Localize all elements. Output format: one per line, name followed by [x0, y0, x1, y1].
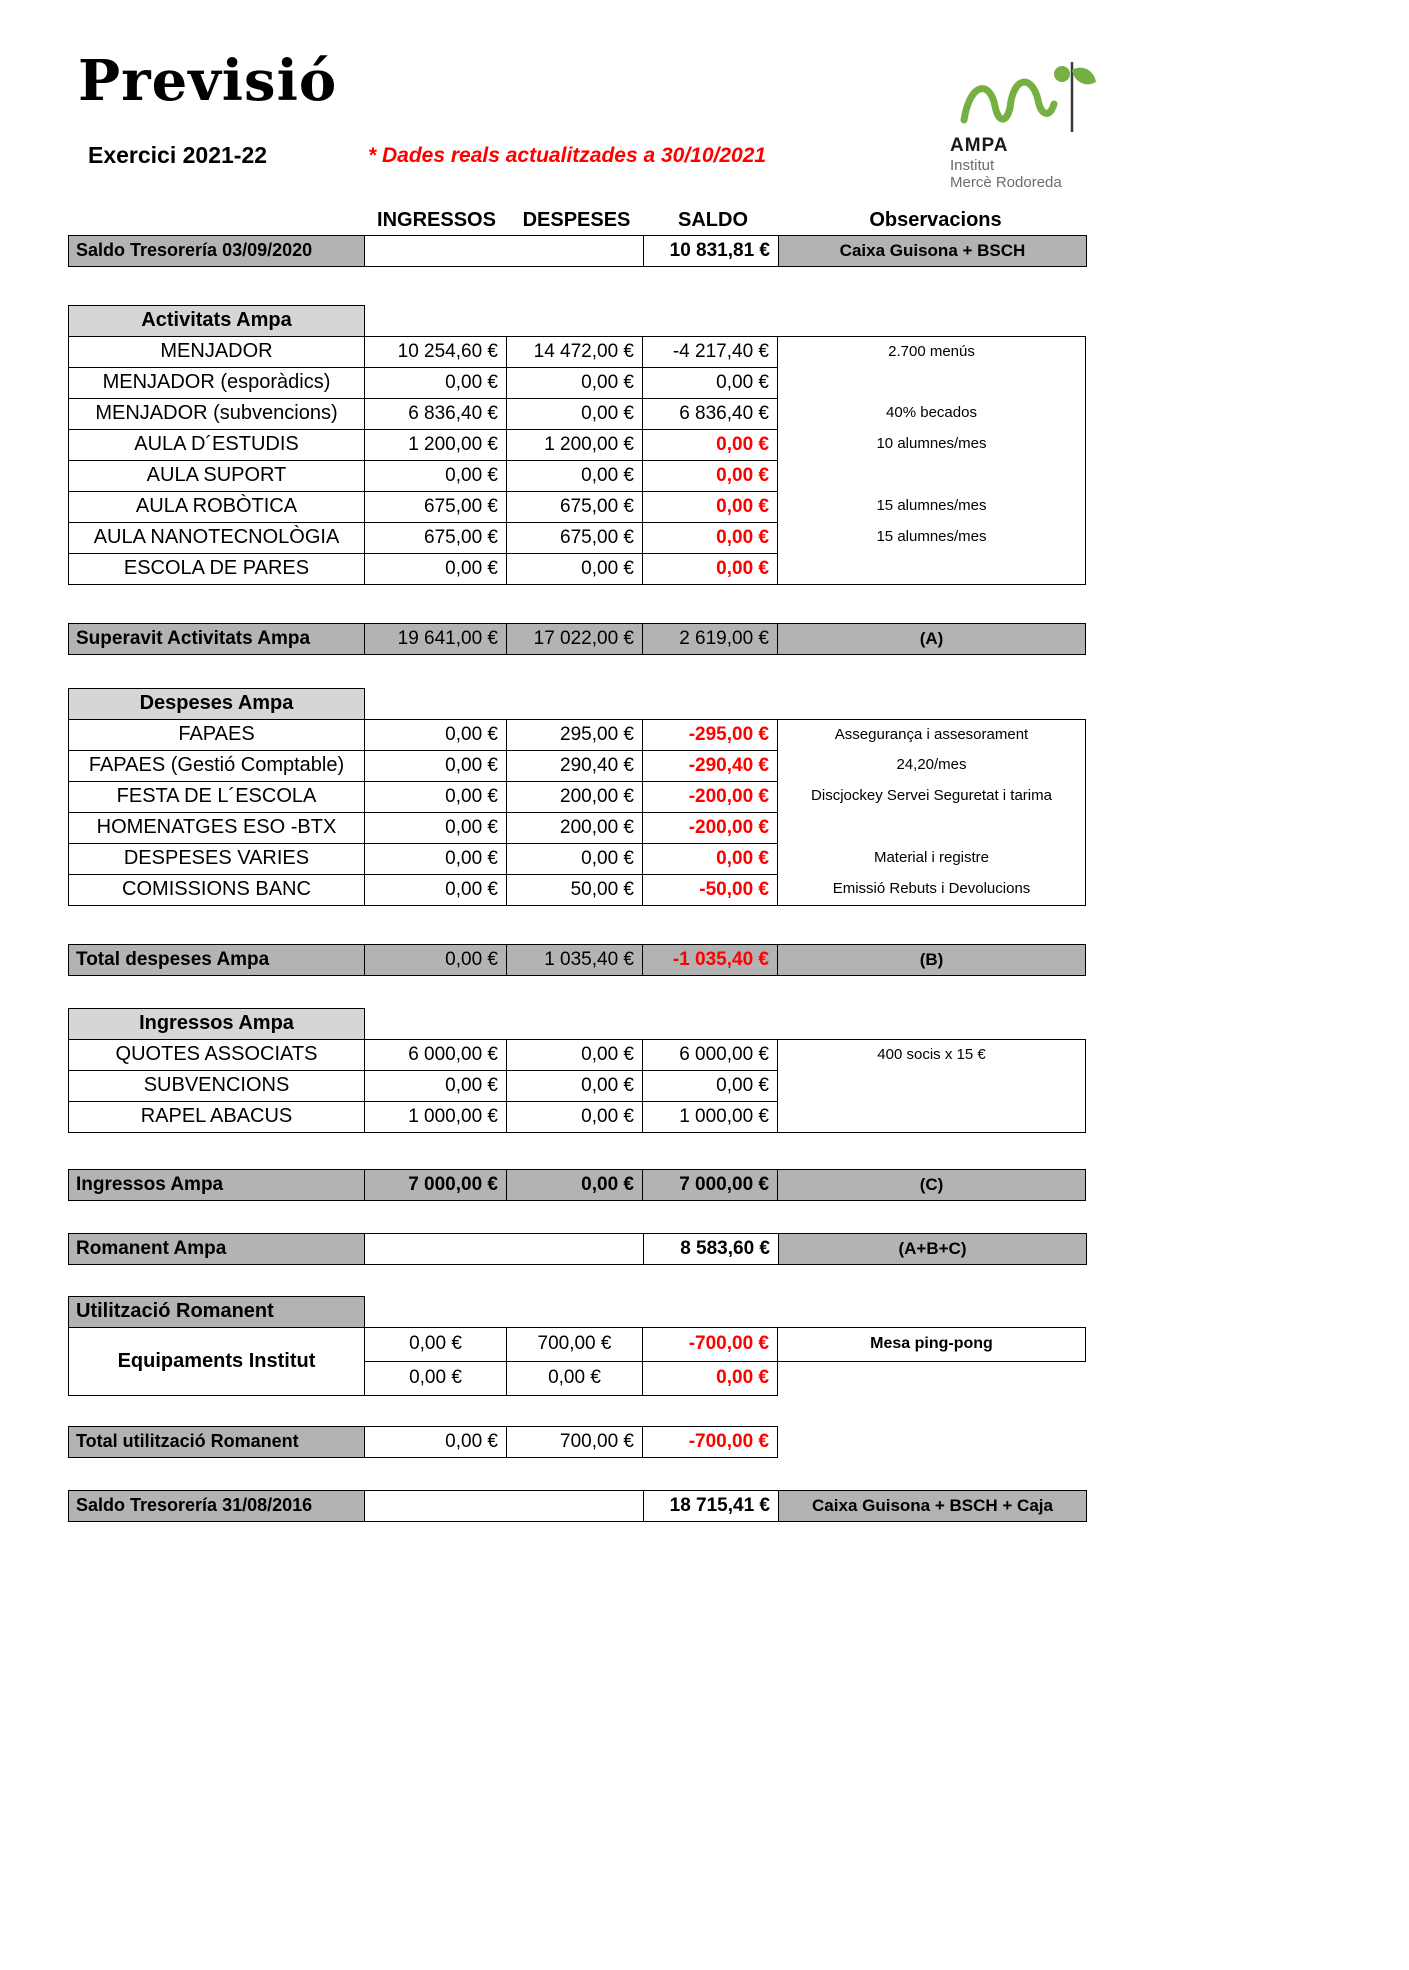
obs-cell — [777, 553, 1086, 585]
section-title: Activitats Ampa — [68, 305, 365, 337]
obs-cell — [777, 460, 1086, 492]
saldo-cell: 0,00 € — [642, 843, 778, 875]
obs-cell: 10 alumnes/mes — [777, 429, 1086, 461]
ingressos-cell: 675,00 € — [364, 491, 507, 523]
obs-cell: 400 socis x 15 € — [777, 1039, 1086, 1071]
saldo-cell: 0,00 € — [642, 1361, 778, 1396]
row-label: FAPAES — [68, 719, 365, 751]
spacer — [68, 585, 1094, 623]
saldo-cell: 0,00 € — [642, 491, 778, 523]
col-header-spacer — [68, 205, 365, 235]
obs-cell: Discjockey Servei Seguretat i tarima — [777, 781, 1086, 813]
obs-cell: Caixa Guisona + BSCH + Caja — [778, 1490, 1087, 1522]
closing-balance-row — [68, 1490, 1094, 1522]
exercise-label: Exercici 2021-22 — [88, 142, 268, 168]
update-note: * Dades reals actualitzades a 30/10/2021 — [368, 144, 767, 167]
obs-cell — [777, 1070, 1086, 1102]
ingressos-cell: 1 200,00 € — [364, 429, 507, 461]
despeses-cell: 700,00 € — [506, 1327, 643, 1362]
table-row — [68, 1101, 1094, 1133]
group-label: Equipaments Institut — [68, 1327, 365, 1396]
spacer — [68, 1201, 1094, 1233]
despeses-cell: 0,00 € — [506, 1169, 643, 1201]
obs-cell: Mesa ping-pong — [777, 1327, 1086, 1362]
spacer — [68, 1133, 1094, 1169]
saldo-cell: 0,00 € — [642, 429, 778, 461]
despeses-cell: 17 022,00 € — [506, 623, 643, 655]
ingressos-cell: 6 000,00 € — [364, 1039, 507, 1071]
col-header-observacions: Observacions — [869, 209, 1002, 231]
obs-empty — [778, 1361, 1087, 1396]
ingressos-cell: 0,00 € — [364, 1361, 507, 1396]
ingressos-cell: 675,00 € — [364, 522, 507, 554]
ingressos-cell: 0,00 € — [364, 719, 507, 751]
page-title: Previsió — [78, 48, 338, 114]
col-header-saldo: SALDO — [678, 209, 748, 231]
table-row — [68, 429, 1094, 461]
despeses-cell: 0,00 € — [506, 1361, 643, 1396]
row-label: ESCOLA DE PARES — [68, 553, 365, 585]
saldo-cell: 0,00 € — [642, 367, 778, 399]
table-row — [68, 719, 1094, 751]
section-header-row — [68, 688, 1094, 720]
table-row — [364, 1361, 1087, 1396]
logo-org-text: AMPA — [950, 135, 1009, 156]
despeses-cell: 200,00 € — [506, 812, 643, 844]
utilitzacio-group — [68, 1327, 1094, 1396]
spacer — [68, 906, 1094, 944]
ampa-logo — [950, 58, 1110, 191]
superavit-total-row — [68, 623, 1094, 655]
column-headers — [68, 205, 1094, 235]
table-row — [364, 1327, 1087, 1362]
saldo-cell: -1 035,40 € — [642, 944, 778, 976]
spacer — [68, 1458, 1094, 1490]
obs-cell: 15 alumnes/mes — [777, 522, 1086, 554]
ingressos-cell: 0,00 € — [364, 944, 507, 976]
table-row — [68, 367, 1094, 399]
ingressos-cell: 0,00 € — [364, 367, 507, 399]
section-title: Despeses Ampa — [68, 688, 365, 720]
saldo-cell: 7 000,00 € — [642, 1169, 778, 1201]
ingressos-section — [68, 1008, 1094, 1133]
despeses-cell: 700,00 € — [506, 1426, 643, 1458]
row-label: Superavit Activitats Ampa — [68, 623, 365, 655]
row-label: MENJADOR — [68, 336, 365, 368]
total-despeses-row — [68, 944, 1094, 976]
obs-cell: 15 alumnes/mes — [777, 491, 1086, 523]
obs-cell: Material i registre — [777, 843, 1086, 875]
row-label: HOMENATGES ESO -BTX — [68, 812, 365, 844]
obs-cell — [777, 812, 1086, 844]
row-label: AULA NANOTECNOLÒGIA — [68, 522, 365, 554]
despeses-cell: 1 035,40 € — [506, 944, 643, 976]
saldo-cell: -290,40 € — [642, 750, 778, 782]
row-label: SUBVENCIONS — [68, 1070, 365, 1102]
ampa-logo-icon — [950, 58, 1110, 136]
ingressos-total-row — [68, 1169, 1094, 1201]
section-title: Utilització Romanent — [68, 1296, 365, 1328]
despeses-cell: 0,00 € — [506, 398, 643, 430]
table-row — [68, 874, 1094, 906]
ingressos-cell: 0,00 € — [364, 874, 507, 906]
table-row — [68, 1070, 1094, 1102]
despeses-section — [68, 688, 1094, 906]
obs-cell: Caixa Guisona + BSCH — [778, 235, 1087, 267]
table-row — [68, 1039, 1094, 1071]
despeses-cell: 50,00 € — [506, 874, 643, 906]
ingressos-cell: 19 641,00 € — [364, 623, 507, 655]
section-header-row — [68, 305, 1094, 337]
ingressos-cell: 0,00 € — [364, 1070, 507, 1102]
despeses-cell: 200,00 € — [506, 781, 643, 813]
saldo-cell: 6 836,40 € — [642, 398, 778, 430]
despeses-cell: 0,00 € — [506, 843, 643, 875]
row-label: COMISSIONS BANC — [68, 874, 365, 906]
obs-cell — [777, 367, 1086, 399]
row-label: MENJADOR (subvencions) — [68, 398, 365, 430]
logo-line2: Mercè Rodoreda — [950, 174, 1062, 192]
row-label: FESTA DE L´ESCOLA — [68, 781, 365, 813]
despeses-cell: 0,00 € — [506, 460, 643, 492]
table-row — [68, 398, 1094, 430]
spacer — [68, 1265, 1094, 1296]
table-row — [68, 336, 1094, 368]
despeses-cell: 0,00 € — [506, 1039, 643, 1071]
ingressos-cell: 7 000,00 € — [364, 1169, 507, 1201]
despeses-cell: 14 472,00 € — [506, 336, 643, 368]
row-label: AULA SUPORT — [68, 460, 365, 492]
row-label: DESPESES VARIES — [68, 843, 365, 875]
saldo-cell: 6 000,00 € — [642, 1039, 778, 1071]
saldo-cell: -295,00 € — [642, 719, 778, 751]
row-label: AULA ROBÒTICA — [68, 491, 365, 523]
despeses-cell: 290,40 € — [506, 750, 643, 782]
table-row — [68, 491, 1094, 523]
despeses-cell: 0,00 € — [506, 1070, 643, 1102]
row-label: FAPAES (Gestió Comptable) — [68, 750, 365, 782]
obs-cell: Emissió Rebuts i Devolucions — [777, 874, 1086, 906]
despeses-cell: 0,00 € — [506, 553, 643, 585]
spacer — [68, 976, 1094, 1008]
saldo-cell: 0,00 € — [642, 553, 778, 585]
despeses-cell: 675,00 € — [506, 522, 643, 554]
col-header-ingressos: INGRESSOS — [377, 209, 496, 231]
obs-cell: 24,20/mes — [777, 750, 1086, 782]
empty-cell — [364, 235, 644, 267]
empty-cell — [364, 1490, 644, 1522]
row-label: Saldo Tresorería 03/09/2020 — [68, 235, 365, 267]
ingressos-cell: 0,00 € — [364, 1426, 507, 1458]
saldo-cell: -700,00 € — [642, 1327, 778, 1362]
obs-cell: (A+B+C) — [778, 1233, 1087, 1265]
table-row — [68, 522, 1094, 554]
despeses-cell: 0,00 € — [506, 1101, 643, 1133]
saldo-cell: 0,00 € — [642, 1070, 778, 1102]
saldo-cell: -700,00 € — [642, 1426, 778, 1458]
saldo-cell: -4 217,40 € — [642, 336, 778, 368]
page-header — [0, 0, 1409, 205]
ingressos-cell: 0,00 € — [364, 812, 507, 844]
obs-cell: (A) — [777, 623, 1086, 655]
opening-balance-row — [68, 235, 1094, 267]
ingressos-cell: 0,00 € — [364, 1327, 507, 1362]
saldo-cell: 2 619,00 € — [642, 623, 778, 655]
table-row — [68, 812, 1094, 844]
saldo-cell: 0,00 € — [642, 522, 778, 554]
saldo-cell: 8 583,60 € — [643, 1233, 779, 1265]
saldo-cell: -200,00 € — [642, 781, 778, 813]
ingressos-cell: 10 254,60 € — [364, 336, 507, 368]
section-header-row — [68, 1296, 1094, 1328]
ingressos-cell: 0,00 € — [364, 460, 507, 492]
row-label: Total despeses Ampa — [68, 944, 365, 976]
table-row — [68, 553, 1094, 585]
table-row — [68, 750, 1094, 782]
budget-sheet — [68, 205, 1094, 1522]
ingressos-cell: 0,00 € — [364, 781, 507, 813]
logo-line1: Institut — [950, 156, 995, 174]
empty-cell — [364, 1233, 644, 1265]
activitats-section — [68, 305, 1094, 585]
obs-cell: (C) — [777, 1169, 1086, 1201]
section-title: Ingressos Ampa — [68, 1008, 365, 1040]
saldo-cell: 18 715,41 € — [643, 1490, 779, 1522]
table-row — [68, 843, 1094, 875]
row-label: RAPEL ABACUS — [68, 1101, 365, 1133]
row-label: Total utilització Romanent — [68, 1426, 365, 1458]
ingressos-cell: 0,00 € — [364, 750, 507, 782]
spacer — [68, 267, 1094, 305]
row-label: MENJADOR (esporàdics) — [68, 367, 365, 399]
col-header-despeses: DESPESES — [522, 209, 631, 231]
saldo-cell: -50,00 € — [642, 874, 778, 906]
obs-cell: 40% becados — [777, 398, 1086, 430]
total-utilitzacio-row — [68, 1426, 1094, 1458]
spacer — [68, 1396, 1094, 1426]
row-label: QUOTES ASSOCIATS — [68, 1039, 365, 1071]
row-label: Romanent Ampa — [68, 1233, 365, 1265]
saldo-cell: 10 831,81 € — [643, 235, 779, 267]
saldo-cell: 0,00 € — [642, 460, 778, 492]
saldo-cell: 1 000,00 € — [642, 1101, 778, 1133]
row-label: Ingressos Ampa — [68, 1169, 365, 1201]
ingressos-cell: 0,00 € — [364, 843, 507, 875]
row-label: Saldo Tresorería 31/08/2016 — [68, 1490, 365, 1522]
utilitzacio-section — [68, 1296, 1094, 1396]
despeses-cell: 295,00 € — [506, 719, 643, 751]
row-label: AULA D´ESTUDIS — [68, 429, 365, 461]
spacer — [68, 655, 1094, 688]
table-row — [68, 460, 1094, 492]
section-header-row — [68, 1008, 1094, 1040]
ingressos-cell: 6 836,40 € — [364, 398, 507, 430]
saldo-cell: -200,00 € — [642, 812, 778, 844]
ingressos-cell: 1 000,00 € — [364, 1101, 507, 1133]
despeses-cell: 0,00 € — [506, 367, 643, 399]
despeses-cell: 1 200,00 € — [506, 429, 643, 461]
romanent-row — [68, 1233, 1094, 1265]
obs-cell: Assegurança i assesorament — [777, 719, 1086, 751]
despeses-cell: 675,00 € — [506, 491, 643, 523]
obs-cell: (B) — [777, 944, 1086, 976]
obs-cell — [777, 1101, 1086, 1133]
obs-cell: 2.700 menús — [777, 336, 1086, 368]
ingressos-cell: 0,00 € — [364, 553, 507, 585]
table-row — [68, 781, 1094, 813]
